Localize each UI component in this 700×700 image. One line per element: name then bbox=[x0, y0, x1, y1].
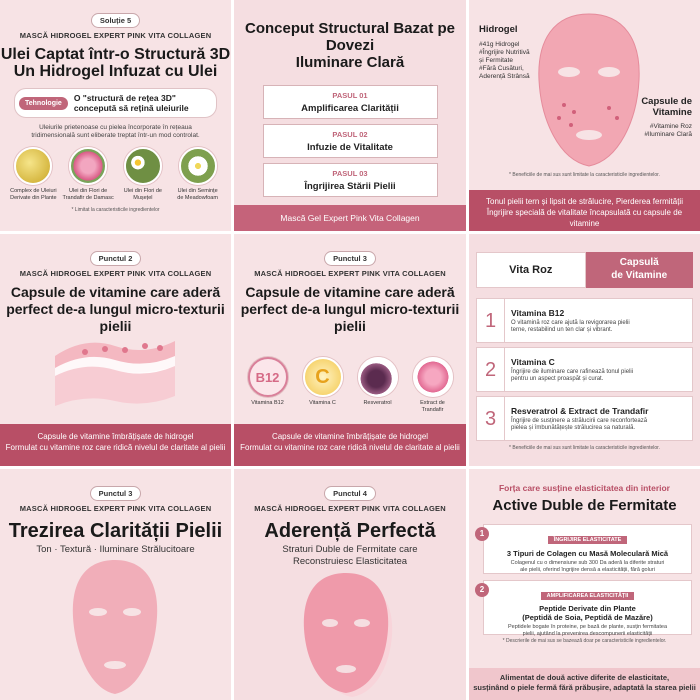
panel-vitamin-icons bbox=[234, 234, 466, 466]
panel-title-line1: Capsule de vitamine care aderă bbox=[10, 284, 221, 300]
band-line: Îngrijire specială de vitalitate încapsulată cu capsule de vitamine bbox=[486, 208, 683, 228]
point-pill: Punctul 3 bbox=[324, 251, 376, 266]
row-title: Resveratrol & Extract de Trandafir bbox=[511, 405, 649, 416]
badge-2: 2 bbox=[475, 583, 489, 597]
step-key: PASUL 01 bbox=[332, 91, 368, 100]
band-line: Formulat cu vitamine roz care ridică nivelul de claritate al pielii bbox=[240, 443, 460, 452]
bottom-band bbox=[234, 424, 466, 466]
point-pill: Punctul 3 bbox=[90, 486, 142, 501]
row-number: 1 bbox=[477, 299, 505, 342]
row-number: 2 bbox=[477, 348, 505, 391]
panel-subtitle: Reconstruiesc Elasticitatea bbox=[292, 556, 408, 567]
active-tag: AMPLIFICAREA ELASTICITĂȚII bbox=[541, 592, 635, 600]
step-value: Infuzie de Vitalitate bbox=[307, 142, 393, 153]
panel-title-line1: Capsule de vitamine care aderă bbox=[245, 284, 455, 300]
step-item bbox=[263, 85, 438, 119]
panel-capsule-layers bbox=[0, 234, 231, 466]
step-item bbox=[263, 163, 438, 197]
brand-line: MASCĂ HIDROGEL EXPERT PINK VITA COLLAGEN bbox=[254, 269, 446, 278]
panel-title: Aderență Perfectă bbox=[264, 520, 436, 542]
panel-title-line2: perfect de-a lungul micro-texturii pielii bbox=[6, 301, 225, 334]
brand-line: MASCĂ HIDROGEL EXPERT PINK VITA COLLAGEN bbox=[19, 269, 212, 278]
c-glyph: C bbox=[315, 365, 330, 388]
icon-label: Complex de Uleiuri bbox=[10, 188, 57, 194]
brand-line: MASCĂ HIDROGEL EXPERT PINK VITA COLLAGEN bbox=[254, 504, 446, 513]
row-desc: pielea și îmbunătățește strălucirea sa naturală. bbox=[511, 424, 636, 431]
vitamin-row bbox=[476, 396, 693, 441]
bottom-band bbox=[469, 190, 700, 231]
step-value: Amplificarea Clarității bbox=[301, 103, 399, 114]
description-line1: Uleiurile prietenoase cu pielea încorporate în rețeaua bbox=[39, 124, 192, 131]
active-title: Peptide Derivate din Plante bbox=[539, 604, 636, 613]
oil-drop-icon bbox=[14, 147, 52, 185]
capsule-label: Vitamine bbox=[652, 107, 692, 118]
hydrogel-callout bbox=[479, 24, 530, 81]
panel-title: Trezirea Clarității Pielii bbox=[8, 520, 223, 542]
band-line: Capsule de vitamine îmbrățișate de hidrogel bbox=[37, 432, 194, 441]
panel-steps bbox=[234, 0, 466, 231]
row-desc: Îngrijire de iluminare care rafinează tonul pielii bbox=[511, 368, 634, 375]
grape-icon bbox=[358, 357, 398, 397]
panel-overline: Forța care susține elasticitatea din interior bbox=[498, 483, 670, 493]
panel-mask-structure bbox=[469, 0, 700, 231]
panel-firming-actives bbox=[469, 469, 700, 700]
panel-title-line2: perfect de-a lungul micro-texturii pielii bbox=[240, 301, 460, 334]
footnote: * Beneficiile de mai sus sunt limitate la caracteristicile ingredientelor. bbox=[509, 172, 660, 178]
step-list bbox=[234, 85, 466, 197]
face-mask-illustration bbox=[65, 557, 165, 697]
active-desc: pielii, ajutând la prevenirea descompunerii elasticității bbox=[522, 630, 653, 637]
icon-label: Resveratrol bbox=[363, 400, 392, 406]
panel-title-line2: Un Hidrogel Infuzat cu Ulei bbox=[13, 63, 218, 80]
tab-bar bbox=[476, 252, 693, 288]
footnote: * Beneficiile de mai sus sunt limitate la caracteristicile ingredientelor. bbox=[509, 445, 660, 451]
tab-label: de Vitamine bbox=[611, 270, 668, 281]
bottom-band: Mască Gel Expert Pink Vita Collagen bbox=[234, 205, 466, 231]
footnote: * Descrierile de mai sus se bazează doar pe caracteristicile ingredientelor. bbox=[502, 638, 667, 644]
band-line: Alimentat de două active diferite de elasticitate, bbox=[499, 673, 670, 682]
row-desc: Îngrijire de susținere a strălucirii care reconfortează bbox=[511, 417, 648, 424]
badge-1: 1 bbox=[475, 527, 489, 541]
icon-label: Ulei din Flori de bbox=[69, 188, 108, 194]
active-tag: ÎNGRIJIRE ELASTICITATE bbox=[548, 536, 628, 544]
band-line: Formulat cu vitamine roz care ridică nivelul de claritate al pielii bbox=[5, 443, 226, 452]
description-line2: tridimensională sunt eliberate treptat într-un mod controlat. bbox=[31, 132, 200, 139]
technology-text-2: concepută să rețină uleiurile bbox=[73, 103, 189, 113]
active-title: (Peptidă de Soia, Peptidă de Mazăre) bbox=[522, 613, 653, 622]
row-desc: terne, restabilind un ten clar și vibrant. bbox=[511, 326, 613, 333]
bottom-band bbox=[0, 424, 231, 466]
technology-box bbox=[14, 88, 217, 118]
row-title: Vitamina C bbox=[511, 356, 555, 367]
panel-title: Active Duble de Fermitate bbox=[492, 497, 677, 514]
vitamin-row bbox=[476, 298, 693, 343]
bottom-band bbox=[469, 668, 700, 700]
step-key: PASUL 02 bbox=[332, 130, 368, 139]
b12-icon bbox=[248, 357, 288, 397]
hydrogel-line: și Fermitate bbox=[479, 57, 513, 64]
rose-icon bbox=[69, 147, 107, 185]
b12-glyph: B12 bbox=[255, 369, 280, 385]
face-mask-illustration bbox=[529, 10, 649, 170]
technology-tag: Tehnologie bbox=[19, 97, 68, 110]
step-item bbox=[263, 124, 438, 158]
hydrogel-line: #Îngrijire Nutritivă bbox=[479, 49, 530, 56]
vitamin-row bbox=[476, 347, 693, 392]
chamomile-icon bbox=[124, 147, 162, 185]
rose-icon bbox=[413, 357, 453, 397]
panel-oil-structure bbox=[0, 0, 231, 231]
row-desc: pentru un aspect proaspăt și curat. bbox=[511, 375, 604, 382]
capsule-label: Capsule de bbox=[641, 96, 692, 107]
point-pill: Punctul 2 bbox=[90, 251, 142, 266]
capsule-callout bbox=[641, 96, 692, 139]
meadowfoam-icon bbox=[179, 147, 217, 185]
row-number: 3 bbox=[477, 397, 505, 440]
band-line: susținând o piele fermă fără prăbușire, adaptată la starea pielii bbox=[473, 683, 696, 692]
icon-label: Derivate din Plante bbox=[10, 194, 57, 201]
panel-title-line1: Ulei Captat într-o Structură 3D bbox=[0, 46, 231, 63]
panel-title-line1: Conceput Structural Bazat pe Dovezi bbox=[244, 20, 456, 54]
active-desc: Colagenul cu o dimensiune sub 300 Da aderă la diferite straturi bbox=[510, 560, 665, 566]
vitamin-c-icon bbox=[303, 357, 343, 397]
point-pill: Punctul 4 bbox=[324, 486, 376, 501]
band-line: Capsule de vitamine îmbrățișate de hidrogel bbox=[271, 432, 429, 441]
panel-subtitle: Straturi Duble de Fermitate care bbox=[282, 544, 418, 555]
row-desc: O vitamină roz care ajută la revigorarea pielii bbox=[511, 319, 630, 326]
active-box-2 bbox=[479, 580, 692, 637]
vitamin-rows bbox=[469, 298, 700, 441]
icon-label: Vitamina C bbox=[309, 400, 336, 406]
brand-line: MASCĂ HIDROGEL EXPERT PINK VITA COLLAGEN bbox=[19, 31, 212, 40]
active-desc: Peptidele bogate în proteine, pe bază de plante, susțin fermitatea bbox=[508, 624, 667, 630]
active-box-1 bbox=[479, 524, 692, 574]
icon-label: Extract de bbox=[420, 400, 445, 406]
icon-label: Trandafir de Damasc bbox=[62, 194, 114, 201]
ingredient-icons bbox=[6, 147, 225, 201]
step-key: PASUL 03 bbox=[332, 169, 368, 178]
hydrogel-label: Hidrogel bbox=[479, 24, 518, 35]
panel-subtitle: Ton · Textură · Iluminare Strălucitoare bbox=[36, 544, 195, 555]
layered-mask-illustration bbox=[290, 565, 410, 699]
step-value: Îngrijirea Stării Pielii bbox=[304, 181, 396, 192]
vitamin-icons bbox=[240, 357, 460, 413]
panel-clarity bbox=[0, 469, 231, 700]
panel-title-line2: Iluminare Clară bbox=[295, 54, 405, 71]
footnote: * Limitat la caracteristicile ingredientelor bbox=[71, 207, 160, 213]
row-title: Vitamina B12 bbox=[511, 307, 565, 318]
technology-text-1: O "structură de rețea 3D" bbox=[73, 93, 176, 103]
hydrogel-line: #41g Hidrogel bbox=[479, 41, 520, 48]
panel-vitamin-list bbox=[469, 234, 700, 466]
band-line: Tonul pielii tern și lipsit de strălucire, Pierderea fermității bbox=[486, 197, 683, 206]
tab-vita-roz: Vita Roz bbox=[476, 252, 586, 288]
tab-label: Capsulă bbox=[619, 257, 659, 268]
brand-line: MASCĂ HIDROGEL EXPERT PINK VITA COLLAGEN bbox=[19, 504, 212, 513]
icon-label: Ulei din Semințe bbox=[177, 188, 218, 194]
icon-label: Mușețel bbox=[133, 194, 153, 201]
icon-label: Ulei din Flori de bbox=[123, 188, 162, 194]
icon-label: Trandafir bbox=[421, 406, 444, 413]
icon-label: Vitamina B12 bbox=[251, 400, 284, 406]
skin-layers-illustration bbox=[45, 316, 185, 416]
active-title: 3 Tipuri de Colagen cu Masă Moleculară Mică bbox=[506, 549, 669, 558]
solution-pill: Soluție 5 bbox=[91, 13, 140, 28]
hydrogel-line: Aderență Strânsă bbox=[479, 73, 530, 80]
capsule-line: #Vitamine Roz bbox=[649, 123, 692, 130]
panel-adherence bbox=[234, 469, 466, 700]
capsule-line: #Iluminare Clară bbox=[644, 131, 692, 138]
icon-label: de Meadowfoam bbox=[177, 194, 218, 201]
active-desc: ale pielii, oferind îngrijire densă a elasticității, fără goluri bbox=[520, 566, 655, 573]
hydrogel-line: #Fără Cusături, bbox=[479, 65, 524, 72]
tab-vitamin-capsule bbox=[586, 252, 694, 288]
